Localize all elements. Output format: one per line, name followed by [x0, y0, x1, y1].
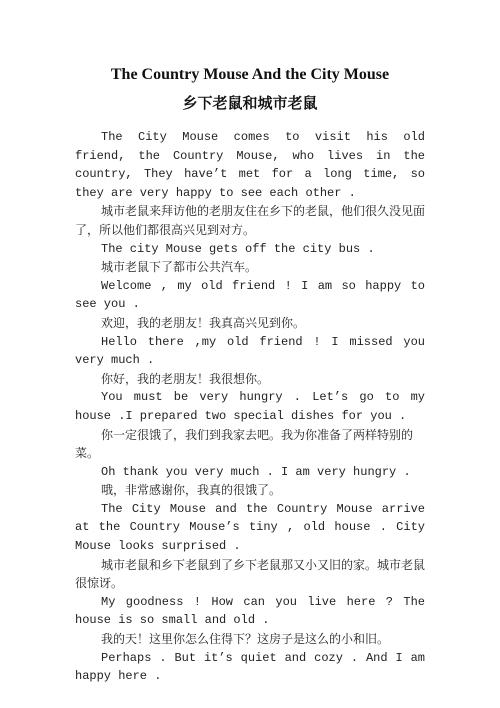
paragraph-en: Oh thank you very much . I am very hungry . — [101, 464, 411, 479]
paragraph-en: The city Mouse gets off the city bus . — [101, 241, 375, 256]
paragraph-en: The City Mouse comes to visit his old friend, the Country Mouse, who lives in the country, They have’t met for a long time, so they are very happy to see each other . — [75, 130, 425, 200]
paragraph-en: Hello there ,my old friend ! I missed you very much . — [75, 334, 425, 368]
paragraph-en: Perhaps . But it’s quiet and cozy . And I am happy here . — [75, 650, 425, 684]
paragraph-zh: 你好，我的老朋友！我很想你。 — [101, 371, 270, 386]
title-english: The Country Mouse And the City Mouse — [110, 66, 390, 83]
title-chinese: 乡下老鼠和城市老鼠 — [182, 94, 318, 112]
paragraph-en: The City Mouse and the Country Mouse arrive at the Country Mouse’s tiny , old house . City Mouse looks surprised . — [75, 501, 425, 554]
paragraph-en: Welcome , my old friend ! I am so happy to see you . — [75, 278, 425, 312]
paragraph-zh: 城市老鼠下了都市公共汽车。 — [101, 260, 258, 275]
story-body — [75, 128, 425, 686]
paragraph-zh: 我的天！这里你怎么住得下？这房子是这么的小和旧。 — [101, 632, 390, 647]
paragraph-zh: 欢迎，我的老朋友！我真高兴见到你。 — [101, 315, 306, 330]
paragraph-zh: 城市老鼠和乡下老鼠到了乡下老鼠那又小又旧的家。城市老鼠很惊讶。 — [75, 557, 426, 591]
paragraph-en: My goodness ! How can you live here ? The house is so small and old . — [75, 594, 425, 628]
paragraph-zh: 哦，非常感谢你，我真的很饿了。 — [101, 483, 282, 498]
paragraph-en: You must be very hungry . Let’s go to my house .I prepared two special dishes for you . — [75, 390, 425, 423]
paragraph-zh: 你一定很饿了，我们到我家去吧。我为你准备了两样特别的菜。 — [75, 427, 414, 461]
paragraph-zh: 城市老鼠来拜访他的老朋友住在乡下的老鼠，他们很久没见面了，所以他们都很高兴见到对方。 — [75, 204, 426, 237]
